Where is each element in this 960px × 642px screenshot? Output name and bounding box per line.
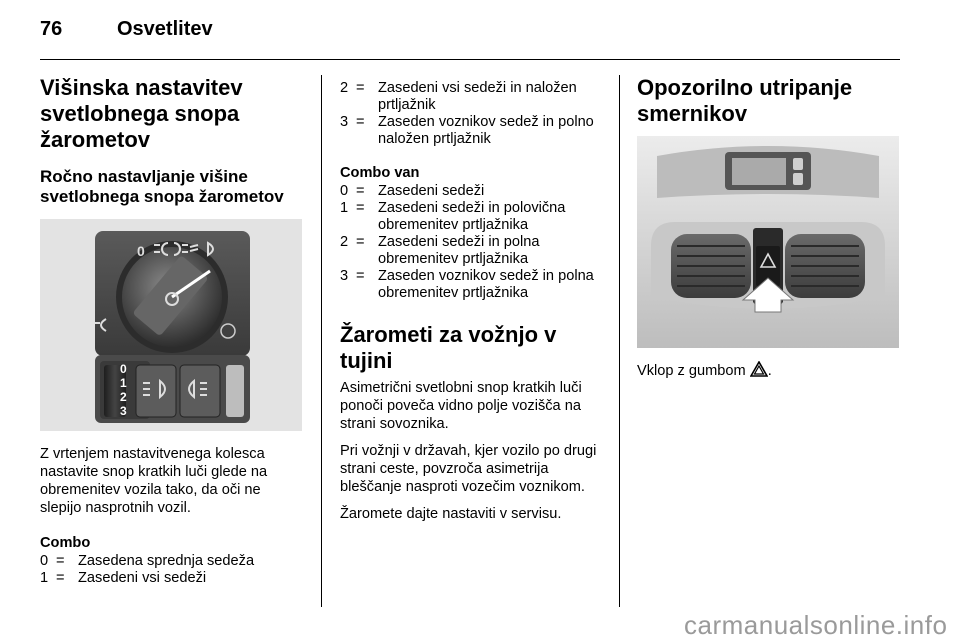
item-number: 2 [340,234,349,250]
caption-text: Vklop z gumbom [637,363,746,379]
wheel-mark-3: 3 [120,404,127,418]
item-number: 3 [340,268,349,284]
list-item [340,268,605,302]
van-group-title: Combo van [340,165,420,181]
item-text: Zaseden voznikov sedež in polna obremenitev prtljažnika [378,268,594,301]
item-number: 1 [40,570,49,586]
list-item [340,200,605,234]
section-heading-headlight-range: Višinska nastavitev svetlobnega snopa žarometov [40,75,243,152]
item-text: Zasedeni sedeži in polovična obremenitev prtljažnika [378,200,566,233]
item-text: Zasedeni vsi sedeži in naložen prtljažnik [378,80,577,113]
chapter-title: Osvetlitev [117,18,213,40]
rear-fog-button[interactable] [180,365,220,417]
combo-list [40,553,305,587]
item-text: Zasedeni sedeži in polna obremenitev prtljažnika [378,234,540,267]
column-3 [637,75,902,380]
item-text: Zaseden voznikov sedež in polno naložen prtljažnik [378,114,594,147]
dial-zero-label: 0 [137,243,145,259]
wheel-mark-1: 1 [120,376,127,390]
wheel-mark-0: 0 [120,362,127,376]
list-item [340,80,605,114]
subheading-manual-adjust: Ročno nastavljanje višine svetlobnega snopa žarometov [40,167,284,206]
column-1 [40,75,305,587]
item-equals: = [56,553,65,569]
caption-end: . [767,363,772,379]
item-number: 1 [340,200,349,216]
list-item [340,183,605,200]
hazard-triangle-icon [750,361,768,377]
body-text-adjust: Z vrtenjem nastavitvenega kolesca nastavite snop kratkih luči glede na obremenitev vozila tako, da oči ne slepijo nasprotnih vozil. [40,446,268,516]
section-heading-hazard-flashers: Opozorilno utripanje smernikov [637,75,853,126]
item-number: 3 [340,114,349,130]
item-number: 0 [40,553,49,569]
body-text-asymmetric: Asimetrični svetlobni snop kratkih luči ponoči poveča vidno polje vozišča na strani sovoznika. [340,380,582,432]
column-separator-1 [321,75,322,607]
header-rule [40,59,900,60]
van-list [340,183,605,302]
list-item [340,114,605,148]
list-item [40,570,305,587]
info-display [732,158,786,185]
item-number: 0 [340,183,349,199]
light-switch-illustration [40,219,302,431]
item-number: 2 [340,80,349,96]
item-equals: = [356,200,365,216]
caption-hazard [637,361,902,380]
body-text-service: Žaromete dajte nastaviti v servisu. [340,506,562,522]
body-text-other-side: Pri vožnji v državah, kjer vozilo po drugi strani ceste, povzroča asimetrija bleščanje nasproti vozečim voznikom. [340,443,597,495]
page-number: 76 [40,18,63,40]
column-separator-2 [619,75,620,607]
item-equals: = [356,114,365,130]
combo-group-title: Combo [40,535,91,551]
list-item [340,234,605,268]
wheel-mark-2: 2 [120,390,127,404]
figure-hazard-button [637,136,899,348]
console-illustration [637,136,899,348]
column-2 [340,80,605,523]
watermark: carmanualsonline.info [684,610,948,640]
list-item [40,553,305,570]
item-text: Zasedena sprednja sedeža [78,553,255,569]
combo-list-continued [340,80,605,148]
item-equals: = [356,80,365,96]
item-text: Zasedeni sedeži [378,183,485,199]
item-text: Zasedeni vsi sedeži [78,570,207,586]
section-heading-foreign-driving: Žarometi za vožnjo v tujini [340,322,557,373]
item-equals: = [56,570,65,586]
item-equals: = [356,183,365,199]
front-fog-button[interactable] [136,365,176,417]
item-equals: = [356,268,365,284]
item-equals: = [356,234,365,250]
figure-headlight-switch [40,219,302,431]
